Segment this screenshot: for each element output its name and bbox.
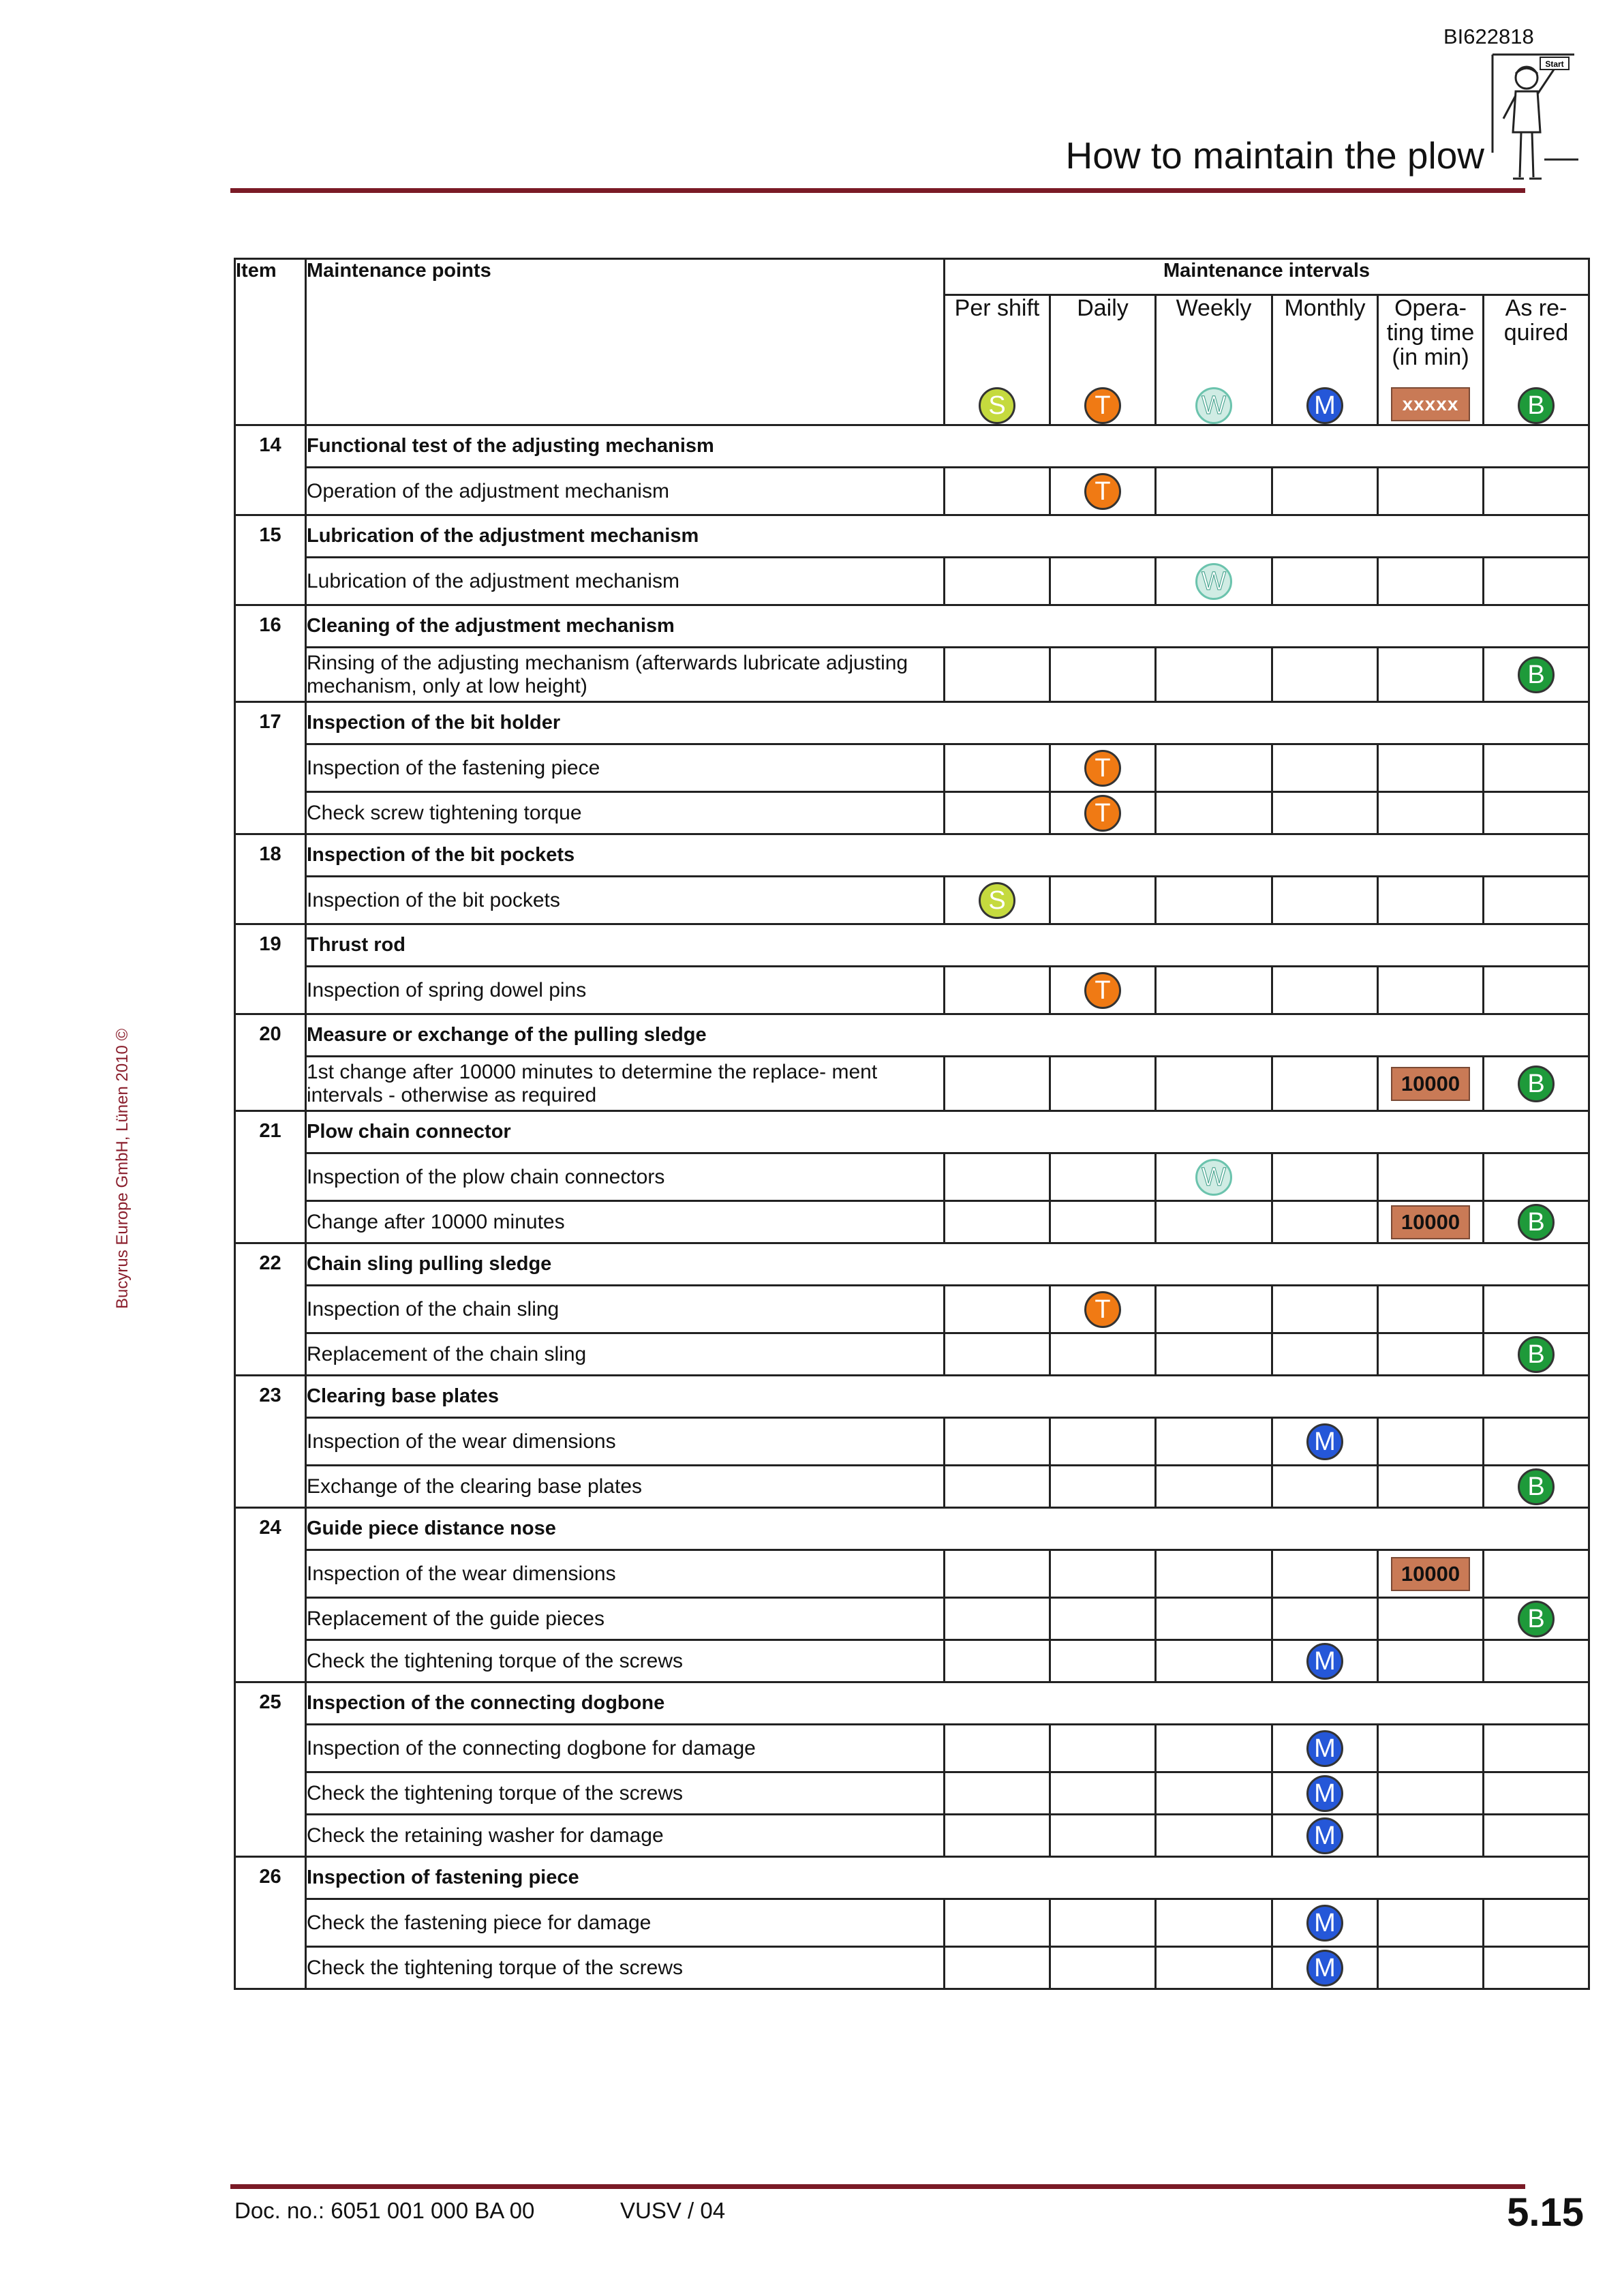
group-row [235, 605, 1589, 648]
table-row [235, 1201, 1589, 1243]
group-title: Lubrication of the adjustment mechanism [306, 515, 1589, 558]
group-title: Chain sling pulling sledge [306, 1243, 1589, 1286]
interval-cell [1050, 1057, 1156, 1111]
group-row [235, 1243, 1589, 1286]
interval-cell [945, 877, 1050, 924]
interval-column-5 [1484, 295, 1589, 425]
interval-cell [1378, 558, 1484, 605]
maintenance-points-column-header: Maintenance points [306, 259, 945, 425]
interval-cell [1272, 1640, 1378, 1682]
interval-cell [1484, 1201, 1589, 1243]
page-title: How to maintain the plow [1065, 134, 1484, 177]
maintenance-intervals-header: Maintenance intervals [945, 259, 1589, 295]
footer-rule [230, 2184, 1525, 2189]
interval-cell [945, 1418, 1050, 1466]
group-title: Functional test of the adjusting mechanism [306, 425, 1589, 468]
table-row [235, 792, 1589, 834]
interval-cell [1050, 1201, 1156, 1243]
interval-cell [945, 744, 1050, 792]
group-row [235, 1111, 1589, 1153]
table-row [235, 967, 1589, 1014]
interval-cell [945, 1201, 1050, 1243]
interval-symbol-m-icon: M [1306, 1423, 1343, 1460]
group-row [235, 1376, 1589, 1418]
maintenance-point: Lubrication of the adjustment mechanism [306, 558, 945, 605]
maintenance-table [234, 258, 1590, 1990]
interval-cell [1050, 1550, 1156, 1598]
interval-cell [945, 1815, 1050, 1857]
interval-cell [1378, 1640, 1484, 1682]
interval-cell [1156, 1286, 1272, 1333]
header-rule [230, 188, 1525, 193]
maintenance-point: Check the retaining washer for damage [306, 1815, 945, 1857]
interval-cell [1050, 648, 1156, 702]
interval-symbol-m-icon: M [1306, 1643, 1343, 1680]
interval-symbol-m-icon: M [1306, 1775, 1343, 1812]
interval-cell [1378, 1153, 1484, 1201]
interval-cell [945, 967, 1050, 1014]
maintenance-point: Replacement of the guide pieces [306, 1598, 945, 1640]
interval-cell [1050, 468, 1156, 515]
interval-cell [1484, 1153, 1589, 1201]
interval-cell [1156, 1201, 1272, 1243]
interval-column-4 [1378, 295, 1484, 425]
interval-symbol-b-icon: B [1518, 1601, 1555, 1637]
document-number: Doc. no.: 6051 001 000 BA 00 [234, 2198, 535, 2223]
interval-cell [1050, 1815, 1156, 1857]
interval-cell [1156, 558, 1272, 605]
interval-cell [1050, 1640, 1156, 1682]
group-title: Cleaning of the adjustment mechanism [306, 605, 1589, 648]
interval-cell [1272, 1815, 1378, 1857]
interval-cell [1156, 1598, 1272, 1640]
interval-cell [1050, 1466, 1156, 1508]
interval-cell [945, 1286, 1050, 1333]
interval-cell [1272, 558, 1378, 605]
interval-cell [1378, 1550, 1484, 1598]
interval-cell [1378, 1286, 1484, 1333]
interval-cell [1484, 967, 1589, 1014]
interval-cell [945, 468, 1050, 515]
interval-cell [1378, 1057, 1484, 1111]
interval-cell [1156, 1725, 1272, 1772]
interval-cell [1378, 648, 1484, 702]
table-row [235, 1286, 1589, 1333]
interval-cell [945, 1598, 1050, 1640]
interval-label: Monthly [1284, 295, 1366, 321]
interval-symbol-b-icon: B [1518, 656, 1555, 693]
table-row [235, 1153, 1589, 1201]
interval-cell [1378, 1725, 1484, 1772]
interval-cell [1272, 468, 1378, 515]
interval-cell [1156, 1418, 1272, 1466]
group-row [235, 1682, 1589, 1725]
interval-cell [1484, 1815, 1589, 1857]
interval-cell [1484, 1598, 1589, 1640]
interval-cell [1378, 1333, 1484, 1376]
table-row [235, 1466, 1589, 1508]
interval-cell [1378, 1899, 1484, 1947]
group-row [235, 1857, 1589, 1899]
interval-cell [1272, 1772, 1378, 1815]
interval-cell [1272, 967, 1378, 1014]
interval-symbol-b-icon: B [1518, 1066, 1555, 1102]
interval-cell [1378, 1466, 1484, 1508]
item-number: 24 [235, 1508, 306, 1682]
interval-cell [1050, 1772, 1156, 1815]
doc-id: BI622818 [1443, 25, 1534, 48]
group-row [235, 515, 1589, 558]
operating-time-box: 10000 [1391, 1557, 1470, 1591]
interval-cell [1156, 1333, 1272, 1376]
interval-cell [1156, 1947, 1272, 1989]
item-column-header: Item [235, 259, 306, 425]
interval-symbol-t-icon: T [1084, 473, 1121, 510]
maintenance-point: Check the tightening torque of the screws [306, 1772, 945, 1815]
group-title: Plow chain connector [306, 1111, 1589, 1153]
interval-cell [945, 1466, 1050, 1508]
table-row [235, 648, 1589, 702]
interval-cell [1050, 1286, 1156, 1333]
interval-cell [1378, 1815, 1484, 1857]
table-row [235, 1598, 1589, 1640]
item-number: 14 [235, 425, 306, 515]
group-title: Clearing base plates [306, 1376, 1589, 1418]
interval-cell [945, 1333, 1050, 1376]
group-title: Inspection of the connecting dogbone [306, 1682, 1589, 1725]
interval-cell [1156, 648, 1272, 702]
interval-cell [1484, 1640, 1589, 1682]
interval-cell [945, 558, 1050, 605]
maintenance-point: Inspection of the bit pockets [306, 877, 945, 924]
group-row [235, 924, 1589, 967]
interval-cell [1272, 1466, 1378, 1508]
maintenance-point: Change after 10000 minutes [306, 1201, 945, 1243]
interval-cell [1050, 1725, 1156, 1772]
table-row [235, 1550, 1589, 1598]
table-row [235, 1947, 1589, 1989]
interval-column-1 [1050, 295, 1156, 425]
interval-symbol-m-icon: M [1306, 387, 1343, 424]
interval-cell [1484, 648, 1589, 702]
table-row [235, 558, 1589, 605]
interval-cell [1484, 744, 1589, 792]
item-number: 25 [235, 1682, 306, 1857]
interval-cell [1050, 967, 1156, 1014]
operating-time-box: xxxxx [1391, 387, 1470, 421]
table-row [235, 1333, 1589, 1376]
copyright-notice: Bucyrus Europe GmbH, Lünen 2010 © [113, 1028, 132, 1309]
interval-symbol-m-icon: M [1306, 1950, 1343, 1987]
interval-cell [1484, 1286, 1589, 1333]
interval-symbol-m-icon: M [1306, 1905, 1343, 1942]
start-label: Start [1545, 59, 1564, 69]
maintenance-point: Inspection of spring dowel pins [306, 967, 945, 1014]
table-row [235, 1057, 1589, 1111]
interval-cell [1156, 468, 1272, 515]
maintenance-point: Operation of the adjustment mechanism [306, 468, 945, 515]
group-title: Inspection of the bit holder [306, 702, 1589, 744]
interval-cell [945, 1640, 1050, 1682]
maintenance-point: Exchange of the clearing base plates [306, 1466, 945, 1508]
maintenance-point: Inspection of the wear dimensions [306, 1550, 945, 1598]
interval-cell [1050, 792, 1156, 834]
maintenance-point: Inspection of the connecting dogbone for damage [306, 1725, 945, 1772]
group-title: Inspection of the bit pockets [306, 834, 1589, 877]
interval-cell [1272, 1153, 1378, 1201]
interval-cell [1484, 1550, 1589, 1598]
revision: VUSV / 04 [620, 2198, 726, 2223]
interval-cell [1378, 1947, 1484, 1989]
interval-cell [1156, 877, 1272, 924]
interval-cell [1272, 744, 1378, 792]
group-title: Guide piece distance nose [306, 1508, 1589, 1550]
operating-time-box: 10000 [1391, 1205, 1470, 1239]
interval-column-3 [1272, 295, 1378, 425]
table-row [235, 1418, 1589, 1466]
interval-cell [1272, 792, 1378, 834]
interval-cell [1156, 1640, 1272, 1682]
interval-symbol-b-icon: B [1518, 1336, 1555, 1373]
interval-cell [1378, 792, 1484, 834]
interval-cell [1484, 1899, 1589, 1947]
maintenance-point: Check the tightening torque of the screws [306, 1947, 945, 1989]
interval-cell [1272, 1947, 1378, 1989]
interval-label: Daily [1077, 295, 1129, 321]
interval-cell [1272, 1598, 1378, 1640]
interval-cell [945, 1772, 1050, 1815]
interval-cell [1378, 468, 1484, 515]
interval-cell [1050, 1598, 1156, 1640]
interval-cell [945, 792, 1050, 834]
interval-symbol-m-icon: M [1306, 1730, 1343, 1767]
interval-label: Per shift [954, 295, 1040, 321]
interval-cell [1050, 1947, 1156, 1989]
maintenance-point: Inspection of the chain sling [306, 1286, 945, 1333]
interval-cell [1050, 1153, 1156, 1201]
interval-label: Opera- ting time (in min) [1386, 295, 1475, 370]
operating-time-box: 10000 [1391, 1067, 1470, 1101]
interval-symbol-b-icon: B [1518, 387, 1555, 424]
interval-cell [945, 1153, 1050, 1201]
interval-cell [1378, 1201, 1484, 1243]
interval-cell [1050, 1333, 1156, 1376]
interval-cell [1484, 558, 1589, 605]
item-number: 20 [235, 1014, 306, 1111]
interval-cell [1378, 877, 1484, 924]
interval-cell [1484, 1057, 1589, 1111]
interval-symbol-b-icon: B [1518, 1204, 1555, 1241]
interval-cell [1156, 967, 1272, 1014]
item-number: 23 [235, 1376, 306, 1508]
interval-label: As re- quired [1503, 295, 1569, 346]
table-row [235, 1815, 1589, 1857]
interval-cell [1050, 1899, 1156, 1947]
item-number: 16 [235, 605, 306, 702]
interval-cell [1050, 1418, 1156, 1466]
interval-cell [1156, 1550, 1272, 1598]
item-number: 26 [235, 1857, 306, 1989]
interval-cell [1484, 1772, 1589, 1815]
group-row [235, 1508, 1589, 1550]
interval-cell [1156, 1057, 1272, 1111]
table-row [235, 468, 1589, 515]
interval-symbol-t-icon: T [1084, 795, 1121, 832]
interval-cell [1272, 1201, 1378, 1243]
interval-symbol-m-icon: M [1306, 1817, 1343, 1854]
interval-cell [1272, 648, 1378, 702]
interval-cell [1484, 468, 1589, 515]
maintenance-point: Inspection of the fastening piece [306, 744, 945, 792]
page-number: 5.15 [1507, 2190, 1584, 2235]
group-row [235, 702, 1589, 744]
interval-cell [945, 1725, 1050, 1772]
interval-cell [945, 1947, 1050, 1989]
interval-cell [1272, 1725, 1378, 1772]
interval-cell [1050, 744, 1156, 792]
item-number: 15 [235, 515, 306, 605]
interval-symbol-t-icon: T [1084, 387, 1121, 424]
table-row [235, 1725, 1589, 1772]
maintenance-point: Rinsing of the adjusting mechanism (afterwards lubricate adjusting mechanism, only at low height) [306, 648, 945, 702]
item-number: 18 [235, 834, 306, 924]
interval-cell [945, 1899, 1050, 1947]
interval-cell [1156, 744, 1272, 792]
interval-cell [1156, 792, 1272, 834]
group-row [235, 425, 1589, 468]
interval-cell [1050, 558, 1156, 605]
interval-cell [1272, 1899, 1378, 1947]
group-title: Inspection of fastening piece [306, 1857, 1589, 1899]
maintenance-point: Check screw tightening torque [306, 792, 945, 834]
item-number: 21 [235, 1111, 306, 1243]
maintenance-point: Replacement of the chain sling [306, 1333, 945, 1376]
item-number: 19 [235, 924, 306, 1014]
interval-column-2 [1156, 295, 1272, 425]
maintenance-point: Check the fastening piece for damage [306, 1899, 945, 1947]
interval-cell [1156, 1466, 1272, 1508]
group-row [235, 834, 1589, 877]
interval-cell [945, 648, 1050, 702]
interval-cell [1272, 1418, 1378, 1466]
interval-cell [1272, 877, 1378, 924]
table-row [235, 744, 1589, 792]
interval-cell [1156, 1815, 1272, 1857]
interval-column-0 [945, 295, 1050, 425]
interval-cell [1378, 967, 1484, 1014]
interval-cell [1050, 877, 1156, 924]
interval-cell [1484, 1333, 1589, 1376]
interval-cell [1378, 744, 1484, 792]
item-number: 17 [235, 702, 306, 834]
table-row [235, 877, 1589, 924]
interval-cell [1272, 1286, 1378, 1333]
interval-cell [1272, 1550, 1378, 1598]
interval-symbol-w-icon: W [1195, 1159, 1232, 1196]
interval-symbol-s-icon: S [979, 882, 1015, 919]
table-row [235, 1640, 1589, 1682]
interval-cell [1156, 1772, 1272, 1815]
maintenance-point: Check the tightening torque of the screws [306, 1640, 945, 1682]
interval-cell [1484, 792, 1589, 834]
interval-symbol-b-icon: B [1518, 1468, 1555, 1505]
interval-cell [1156, 1153, 1272, 1201]
group-title: Thrust rod [306, 924, 1589, 967]
interval-symbol-s-icon: S [979, 387, 1015, 424]
interval-symbol-t-icon: T [1084, 750, 1121, 787]
interval-symbol-w-icon: W [1195, 563, 1232, 600]
interval-label: Weekly [1176, 295, 1252, 321]
table-row [235, 1899, 1589, 1947]
interval-cell [1156, 1899, 1272, 1947]
interval-cell [1272, 1333, 1378, 1376]
interval-cell [945, 1550, 1050, 1598]
group-row [235, 1014, 1589, 1057]
interval-cell [945, 1057, 1050, 1111]
item-number: 22 [235, 1243, 306, 1376]
interval-cell [1484, 1418, 1589, 1466]
technician-start-icon [1486, 50, 1581, 187]
group-title: Measure or exchange of the pulling sledge [306, 1014, 1589, 1057]
interval-cell [1484, 877, 1589, 924]
maintenance-point: 1st change after 10000 minutes to determine the replace- ment intervals - otherwise as required [306, 1057, 945, 1111]
interval-symbol-t-icon: T [1084, 1291, 1121, 1328]
interval-cell [1272, 1057, 1378, 1111]
table-row [235, 1772, 1589, 1815]
interval-cell [1378, 1598, 1484, 1640]
interval-cell [1484, 1466, 1589, 1508]
interval-symbol-w-icon: W [1195, 387, 1232, 424]
interval-cell [1378, 1418, 1484, 1466]
interval-cell [1484, 1947, 1589, 1989]
interval-cell [1378, 1772, 1484, 1815]
interval-cell [1484, 1725, 1589, 1772]
maintenance-point: Inspection of the plow chain connectors [306, 1153, 945, 1201]
interval-symbol-t-icon: T [1084, 972, 1121, 1009]
maintenance-point: Inspection of the wear dimensions [306, 1418, 945, 1466]
